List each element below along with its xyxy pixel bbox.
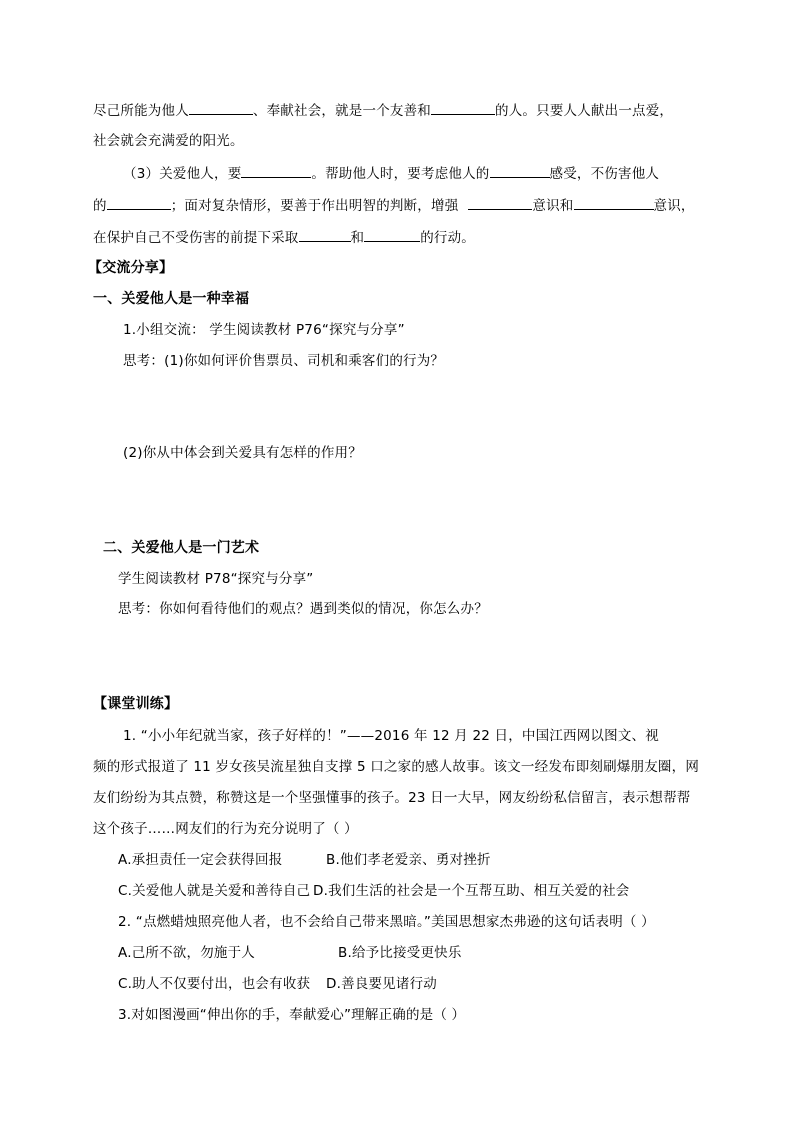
intro-line-5-text-b: 和	[350, 230, 365, 246]
intro-line-1	[93, 100, 673, 121]
question-1-line-1: 1. “小小年纪就当家，孩子好样的！”——2016 年 12 月 22 日，中国江西网以图文、视	[123, 728, 659, 744]
intro-line-4-text-b: ；面对复杂情形，要善于作出明智的判断，增强	[170, 198, 459, 214]
intro-line-4-text-c: 意识和	[532, 198, 574, 214]
intro-line-4-text-d: 意识，	[653, 198, 695, 214]
intro-line-2: 社会就会充满爱的阳光。	[93, 133, 244, 149]
question-1-line-4: 这个孩子……网友们的行为充分说明了（ ）	[93, 821, 358, 837]
question-2-option-d: D.善良要见诸行动	[326, 976, 437, 992]
question-1-line-3: 友们纷纷为其点赞，称赞这是一个坚强懂事的孩子。23 日一大早，网友纷纷私信留言，表示想帮帮	[93, 790, 691, 806]
share-heading: 【交流分享】	[88, 260, 174, 276]
question-2-line-1: 2. “点燃蜡烛照亮他人者，也不会给自己带来黑暗。”美国思想家杰弗逊的这句话表明（ ）	[118, 914, 655, 930]
intro-line-3	[123, 163, 659, 184]
section-1-question-2: (2)你从中体会到关爱具有怎样的作用？	[123, 445, 362, 461]
blank	[364, 227, 420, 242]
intro-line-5	[93, 227, 475, 248]
question-1-line-2: 频的形式报道了 11 岁女孩吴流星独自支撑 5 口之家的感人故事。该文一经发布即刻刷爆朋友圈，网	[93, 759, 700, 775]
intro-line-3-text-b: 。帮助他人时，要考虑他人的	[311, 166, 490, 182]
section-2-item-1: 学生阅读教材 P78“探究与分享”	[118, 571, 314, 587]
intro-line-3-text-a: （3）关爱他人，要	[123, 166, 242, 182]
intro-line-1-text-a: 尽己所能为他人	[93, 103, 189, 119]
blank	[299, 227, 351, 242]
question-1-option-c: C.关爱他人就是关爱和善待自己	[118, 883, 311, 899]
blank	[241, 163, 311, 178]
question-2-option-c: C.助人不仅要付出，也会有收获	[118, 976, 311, 992]
section-2-question-1: 思考：你如何看待他们的观点？遇到类似的情况，你怎么办？	[118, 601, 488, 617]
question-2-option-a: A.己所不欲，勿施于人	[118, 945, 255, 961]
blank	[490, 163, 550, 178]
question-2-option-b: B.给予比接受更快乐	[338, 945, 462, 961]
intro-line-1-text-c: 的人。只要人人献出一点爱，	[495, 103, 674, 119]
question-1-option-d: D.我们生活的社会是一个互帮互助、相互关爱的社会	[313, 883, 630, 899]
blank	[107, 195, 171, 210]
question-3-line-1: 3.对如图漫画“伸出你的手，奉献爱心”理解正确的是（ ）	[118, 1007, 466, 1023]
section-1-question-1: 思考：(1)你如何评价售票员、司机和乘客们的行为？	[123, 353, 445, 369]
blank	[189, 100, 253, 115]
intro-line-4-text-a: 的	[93, 198, 107, 214]
training-heading: 【课堂训练】	[93, 696, 179, 712]
intro-line-5-text-c: 的行动。	[420, 230, 476, 246]
blank	[468, 195, 532, 210]
question-1-option-a: A.承担责任一定会获得回报	[118, 852, 283, 868]
question-1-option-b: B.他们孝老爱亲、勇对挫折	[326, 852, 491, 868]
section-1-item-1: 1.小组交流： 学生阅读教材 P76“探究与分享”	[123, 322, 405, 338]
section-2-title: 二、关爱他人是一门艺术	[103, 540, 260, 556]
intro-line-3-text-c: 感受，不伤害他人	[549, 166, 660, 182]
blank	[574, 195, 654, 210]
intro-line-5-text-a: 在保护自己不受伤害的前提下采取	[93, 230, 299, 246]
intro-line-4	[93, 195, 695, 216]
intro-line-1-text-b: 、奉献社会，就是一个友善和	[252, 103, 432, 119]
blank	[431, 100, 495, 115]
section-1-title: 一、关爱他人是一种幸福	[93, 291, 250, 307]
